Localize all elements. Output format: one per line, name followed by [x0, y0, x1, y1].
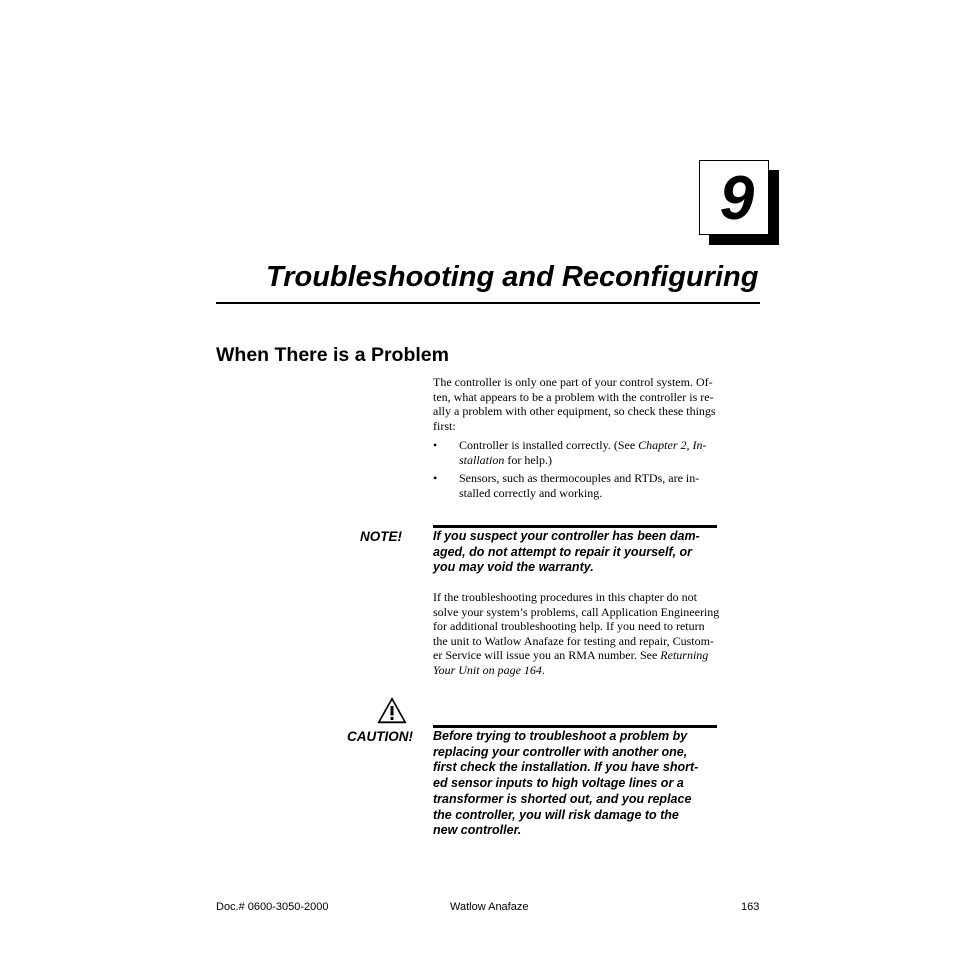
text-line: ed sensor inputs to high voltage lines or a: [433, 776, 684, 791]
text-line: new controller.: [433, 823, 522, 838]
text-line: stalled correctly and working.: [459, 485, 603, 500]
title-rule: [216, 302, 760, 304]
text-line: The controller is only one part of your control system. Of-: [433, 375, 713, 389]
chapter-reference: Chapter 2, In-: [638, 438, 707, 452]
text-line: the unit to Watlow Anafaze for testing and repair, Custom-: [433, 633, 714, 648]
chapter-number: 9: [719, 163, 755, 233]
text-line: for additional troubleshooting help. If you need to return: [433, 619, 705, 634]
text-line: solve your system’s problems, call Application Engineering: [433, 604, 720, 619]
footer-page-number: 163: [741, 901, 760, 913]
text-line: replacing your controller with another one,: [433, 744, 688, 759]
chapter-number-box: [699, 160, 769, 235]
chapter-title: Troubleshooting and Reconfiguring: [266, 261, 759, 293]
text-line: aged, do not attempt to repair it yourself, or: [433, 544, 693, 559]
text-line: ally a problem with other equipment, so check these things: [433, 404, 716, 419]
support-paragraph: [433, 590, 719, 678]
text-line: transformer is shorted out, and you replace: [433, 791, 692, 806]
text-line: you may void the warranty.: [433, 560, 594, 575]
bullet-marker: •: [433, 471, 438, 485]
bullet-marker: •: [433, 438, 438, 452]
text-line: If the troubleshooting procedures in this chapter do not: [433, 590, 697, 604]
text-segment: Controller is installed correctly. (See: [459, 438, 639, 452]
caution-text: [433, 729, 698, 839]
text-segment: .: [541, 662, 545, 677]
text-line: If you suspect your controller has been dam-: [433, 529, 700, 543]
text-segment: er Service will issue you an RMA number. See: [433, 648, 661, 663]
warning-triangle-icon: [377, 697, 407, 724]
page-reference: Your Unit on page 164: [433, 662, 542, 677]
footer-company: Watlow Anafaze: [450, 901, 529, 913]
text-line: the controller, you will risk damage to the: [433, 807, 679, 822]
note-text: [433, 529, 700, 576]
footer-doc-number: Doc.# 0600-3050-2000: [216, 901, 329, 913]
text-line: Sensors, such as thermocouples and RTDs, are in-: [459, 471, 700, 485]
page-reference: Returning: [660, 648, 709, 663]
text-line: ten, what appears to be a problem with the controller is re-: [433, 389, 714, 404]
chapter-reference: stallation: [459, 452, 505, 467]
caution-label: CAUTION!: [347, 729, 413, 744]
intro-paragraph: [433, 375, 716, 433]
text-segment: for help.): [504, 452, 552, 467]
caution-rule: [433, 725, 717, 728]
note-label: NOTE!: [360, 529, 402, 544]
text-line: Before trying to troubleshoot a problem by: [433, 729, 688, 743]
note-rule: [433, 525, 717, 528]
text-line: first:: [433, 418, 456, 433]
text-line: first check the installation. If you have short-: [433, 760, 699, 775]
section-heading: When There is a Problem: [216, 344, 449, 366]
